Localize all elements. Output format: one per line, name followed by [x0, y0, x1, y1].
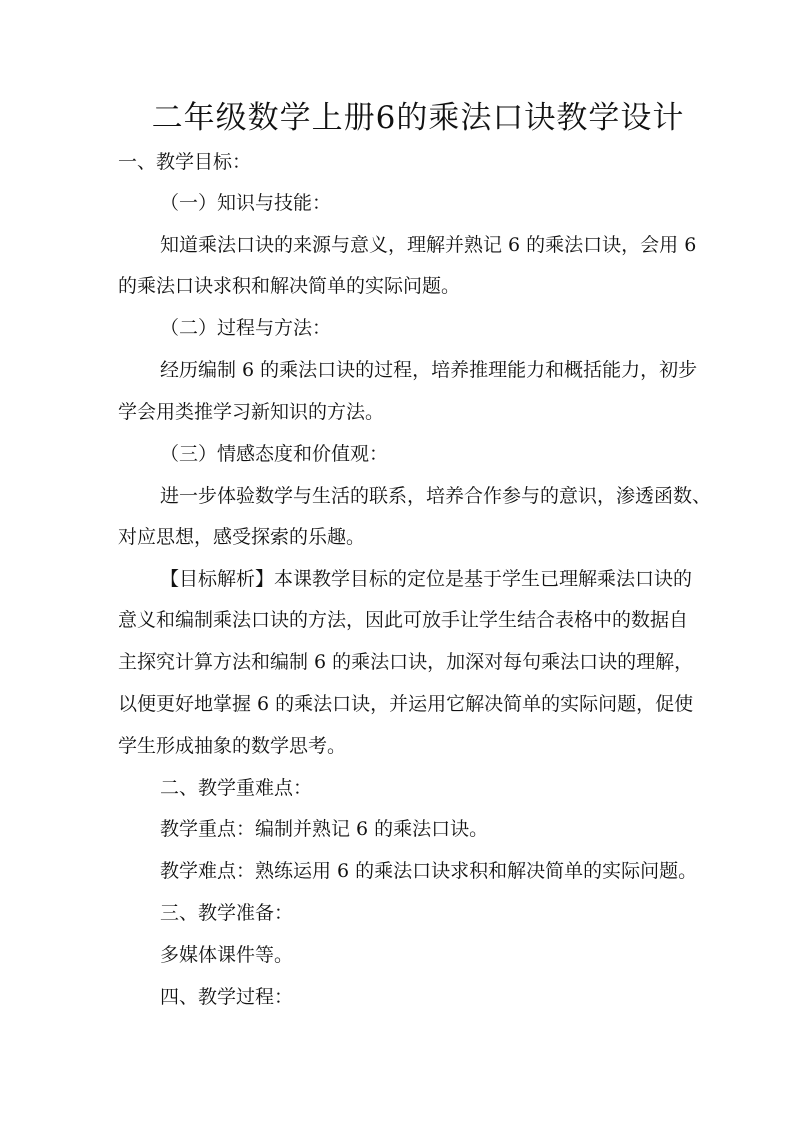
teaching-process-heading: 四、教学过程： [160, 986, 294, 1008]
analysis-text-line: 意义和编制乘法口诀的方法，因此可放手让学生结合表格中的数据自 [118, 609, 689, 631]
analysis-text-line: 学生形成抽象的数学思考。 [118, 735, 347, 757]
emotion-text-line: 进一步体验数学与生活的联系，培养合作参与的意识，渗透函数、 [160, 485, 712, 507]
process-text-line: 学会用类推学习新知识的方法。 [118, 401, 385, 423]
knowledge-text-line: 知道乘法口诀的来源与意义，理解并熟记 6 的乘法口诀，会用 6 [160, 234, 697, 256]
preparation-heading: 三、教学准备： [160, 902, 294, 924]
analysis-text-line: 主探究计算方法和编制 6 的乘法口诀，加深对每句乘法口诀的理解， [118, 651, 694, 673]
process-heading: （二）过程与方法： [160, 317, 332, 339]
document-title: 二年级数学上册6的乘法口诀教学设计 [151, 100, 685, 136]
emotion-text-line: 对应思想，感受探索的乐趣。 [118, 526, 366, 548]
objectives-heading: 一、教学目标： [118, 151, 252, 173]
emotion-heading: （三）情感态度和价值观： [160, 443, 389, 465]
analysis-text-line: 【目标解析】本课教学目标的定位是基于学生已理解乘法口诀的 [160, 568, 693, 590]
key-point-text: 教学重点：编制并熟记 6 的乘法口诀。 [160, 818, 489, 840]
process-text-line: 经历编制 6 的乘法口诀的过程，培养推理能力和概括能力，初步 [160, 359, 698, 381]
key-points-heading: 二、教学重难点： [160, 777, 313, 799]
knowledge-heading: （一）知识与技能： [160, 192, 332, 214]
analysis-text-line: 以便更好地掌握 6 的乘法口诀，并运用它解决简单的实际问题，促使 [118, 693, 694, 715]
preparation-text: 多媒体课件等。 [160, 944, 294, 966]
knowledge-text-line: 的乘法口诀求积和解决简单的实际问题。 [118, 275, 461, 297]
difficult-point-text: 教学难点：熟练运用 6 的乘法口诀求积和解决简单的实际问题。 [160, 860, 698, 882]
